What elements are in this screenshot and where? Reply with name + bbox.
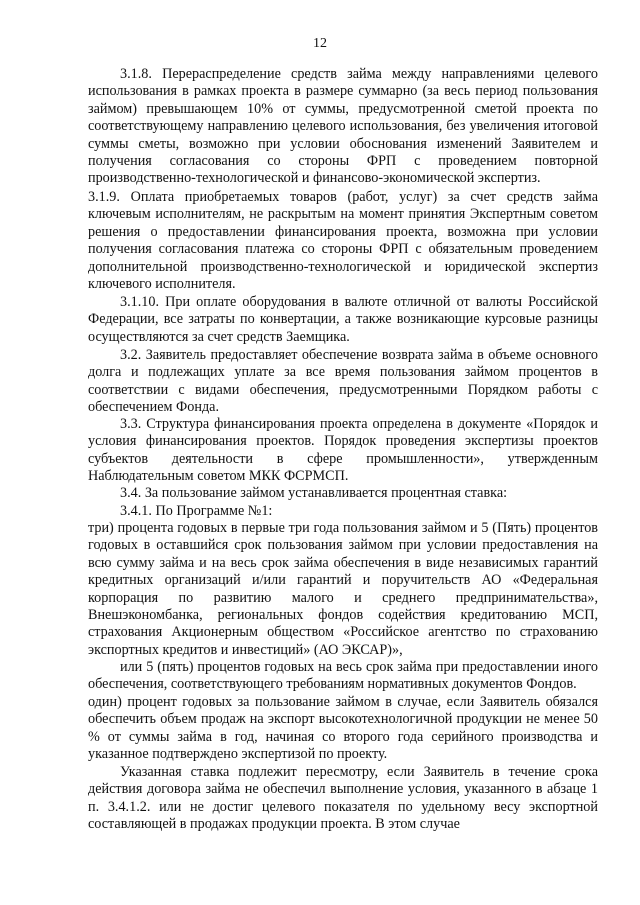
paragraph-rate-other-collateral: или 5 (пять) процентов годовых на весь срок займа при предоставлении иного обеспечения, соответствующего требованиям нормативных документов Фондов. — [88, 659, 598, 693]
paragraph-3-1-9: 3.1.9. Оплата приобретаемых товаров (работ, услуг) за счет средств займа ключевым исполнителям, не раскрытым на момент принятия Экспертным советом решения о предоставлении финансирования проекта, возможна при условии получения согласования платежа со стороны ФРП с обязательным проведением дополнительной производственно-технологической и юридической экспертиз ключевого исполнителя. — [88, 189, 598, 293]
paragraph-3-4-1: 3.4.1. По Программе №1: — [120, 503, 273, 519]
paragraph-3-3: 3.3. Структура финансирования проекта определена в документе «Порядок и условия финансирования проектов. Порядок проведения экспертизы проектов субъектов деятельности в сфере промышленности», утвержденным Наблюдательным советом МКК ФСРМСП. — [88, 416, 598, 485]
paragraph-rate-revision: Указанная ставка подлежит пересмотру, если Заявитель в течение срока действия договора займа не обеспечил выполнение условия, указанного в абзаце 1 п. 3.4.1.2. или не достиг целевого показателя по удельному весу экспортной составляющей в продажах продукции проекта. В этом случае — [88, 764, 598, 833]
paragraph-rate-first-years: три) процента годовых в первые три года пользования займом и 5 (Пять) процентов годовых в оставшийся срок пользования займом при условии предоставления на всю сумму займа и на весь срок займа обеспечения в виде независимых гарантий кредитных организаций и/или гарантий и поручительств АО «Федеральная корпорация по развитию малого и среднего предпринимательства», Внешэкономбанка, региональных фондов содействия кредитованию МСП, страхования Акционерным обществом «Российское агентство по страхованию экспортных кредитов и инвестиций» (АО ЭКСАР)», — [88, 520, 598, 658]
paragraph-3-4: 3.4. За пользование займом устанавливается процентная ставка: — [120, 485, 508, 501]
page-number: 12 — [313, 36, 327, 51]
paragraph-rate-export: один) процент годовых за пользование займом в случае, если Заявитель обязался обеспечить объем продаж на экспорт высокотехнологичной продукции не менее 50 % от суммы займа в год, начиная со второго года серийного производства и указанное подтверждено экспертизой по проекту. — [88, 694, 598, 763]
paragraph-3-1-10: 3.1.10. При оплате оборудования в валюте отличной от валюты Российской Федерации, все затраты по конвертации, а также возникающие курсовые разницы осуществляются за счет средств Заемщика. — [88, 294, 598, 345]
paragraph-3-2: 3.2. Заявитель предоставляет обеспечение возврата займа в объеме основного долга и подлежащих уплате за все время пользования займом процентов в соответствии с видами обеспечения, предусмотренными Порядком работы с обеспечением Фонда. — [88, 347, 598, 416]
paragraph-3-1-8: 3.1.8. Перераспределение средств займа между направлениями целевого использования в рамках проекта в размере суммарно (за весь период пользования займом) превышающем 10% от суммы, предусмотренной сметой проекта по соответствующему направлению целевого использования, без увеличения итоговой суммы сметы, возможно при условии обоснования изменений Заявителем и получения согласования со стороны ФРП с проведением повторной производственно-технологической и финансово-экономической экспертиз. — [88, 66, 598, 187]
